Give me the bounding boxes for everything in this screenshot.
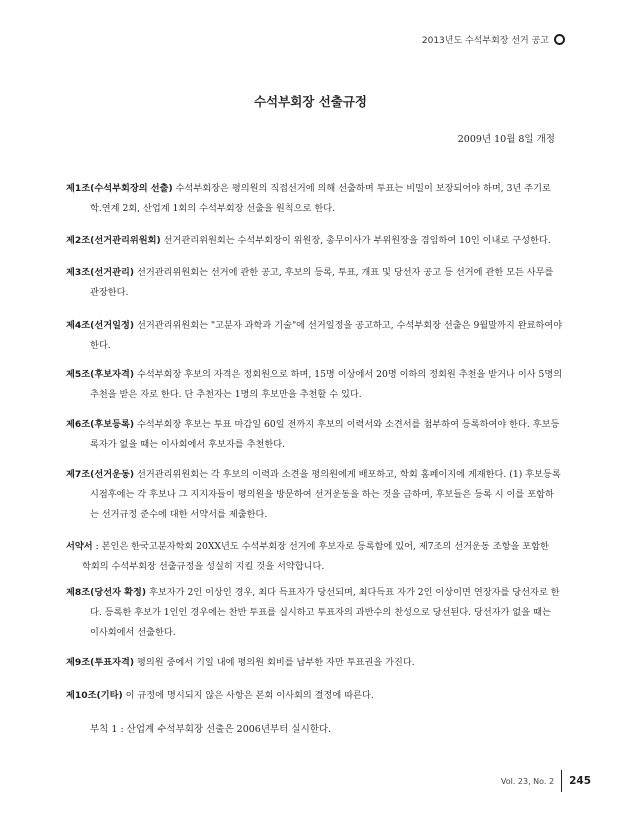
article-7 [66,465,571,525]
page-footer [501,770,591,792]
article-line [66,653,571,673]
page-title: 수석부회장 선출규정 [253,94,368,109]
article-heading: 제2조(선거관리위원회) [66,235,161,246]
article-text: 평의원 중에서 기일 내에 평의원 회비를 납부한 자만 투표권을 가진다. [136,657,415,668]
running-head [422,33,565,46]
article-text: 선거관리위원회는 선거에 관한 공고, 후보의 등록, 투표, 개표 및 당선자 공고 등 선거에 관한 모든 사무를 [136,267,554,278]
running-head-title: 2013년도 수석부회장 선거 공고 [421,36,549,46]
article-heading: 제8조(당선자 확정) [66,587,147,598]
article-heading: 제3조(선거관리) [66,267,135,278]
article-heading: 서약서 [66,541,93,552]
article-text: 수석부회장 후보는 투표 마감일 60일 전까지 후보의 이력서와 소견서를 첨부하여 등록하여야 한다. 후보등 [136,419,560,430]
article-text: 수석부회장은 평의원의 직접선거에 의해 선출하며 투표는 비밀이 보장되어야 하며, 3년 주기로 [175,183,551,194]
article-text: 이사회에서 선출한다. [90,627,176,638]
supplementary-provision: 부칙 1 : 산업계 수석부회장 선출은 2006년부터 실시한다. [90,724,332,735]
article-text: : 본인은 한국고분자학회 20XX년도 수석부회장 선거에 후보자로 등록함에 있어, 제7조의 선거운동 조항을 포함한 [95,541,549,552]
article-heading: 제1조(수석부회장의 선출) [66,183,173,194]
pledge [66,537,571,577]
article-heading: 제6조(후보등록) [66,419,135,430]
article-line [66,583,571,603]
article-line [66,316,571,336]
article-line [66,465,571,485]
article-text: 학.연계 2회, 산업계 1회의 수석부회장 선출을 원칙으로 한다. [90,203,336,214]
article-line [66,365,571,385]
article-line [66,415,571,435]
article-10 [66,686,571,706]
article-text: 선거관리위원회는 "고분자 과학과 기술"에 선거일정을 공고하고, 수석부회장 선출은 9월말까지 완료하여야 [136,320,563,331]
article-line [66,686,571,706]
article-6 [66,415,571,455]
footer-divider [561,770,562,792]
revision-date: 2009년 10월 8일 개정 [457,134,555,145]
article-text: 록자가 없을 때는 이사회에서 후보자를 추천한다. [90,439,286,450]
article-text: 후보자가 2인 이상인 경우, 최다 득표자가 당선되며, 최다득표 자가 2인 이상이면 연장자를 당선자로 한 [149,587,560,598]
article-5 [66,365,571,405]
article-line [66,179,571,199]
circle-bullet-icon [554,34,565,45]
article-heading: 제4조(선거일정) [66,320,135,331]
article-text: 관장한다. [90,287,129,298]
article-text: 추천을 받은 자로 한다. 단 추천자는 1명의 후보만을 추천할 수 있다. [90,389,362,400]
article-8 [66,583,571,643]
article-heading: 제10조(기타) [66,690,123,701]
article-heading: 제7조(선거운동) [66,469,135,480]
article-2 [66,231,571,251]
article-heading: 제5조(후보자격) [66,369,135,380]
article-heading: 제9조(투표자격) [66,657,135,668]
article-text: 선거관리위원회는 각 후보의 이력과 소견을 평의원에게 배포하고, 학회 홈페이지에 게재한다. (1) 후보등록 [136,469,561,480]
article-line [66,537,571,557]
article-text: 학회의 수석부회장 선출규정을 성실히 지킬 것을 서약합니다. [82,561,325,572]
article-text: 한다. [90,340,111,351]
article-text: 이 규정에 명시되지 않은 사항은 본회 이사회의 결정에 따른다. [125,690,374,701]
article-text: 선거관리위원회는 수석부회장이 위원장, 총무이사가 부위원장을 겸임하여 10인 이내로 구성한다. [163,235,551,246]
journal-volume: Vol. 23, No. 2 [500,776,555,786]
article-4 [66,316,571,356]
article-line [66,263,571,283]
article-text: 는 선거규정 준수에 대한 서약서를 제출한다. [90,509,268,520]
article-line [66,231,571,251]
article-text: 시점후에는 각 후보나 그 지지자들이 평의원을 방문하여 선거운동을 하는 것을 금하며, 후보들은 등록 시 이를 포함하 [90,489,554,500]
article-9 [66,653,571,673]
page-number: 245 [569,775,591,787]
article-text: 다. 등록한 후보가 1인인 경우에는 찬반 투표를 실시하고 투표자의 과반수의 찬성으로 당선된다. 당선자가 없을 때는 [90,607,551,618]
article-3 [66,263,571,303]
article-text: 수석부회장 후보의 자격은 정회원으로 하며, 15명 이상에서 20명 이하의 정회원 추천을 받거나 이사 5명의 [136,369,563,380]
article-1 [66,179,571,219]
